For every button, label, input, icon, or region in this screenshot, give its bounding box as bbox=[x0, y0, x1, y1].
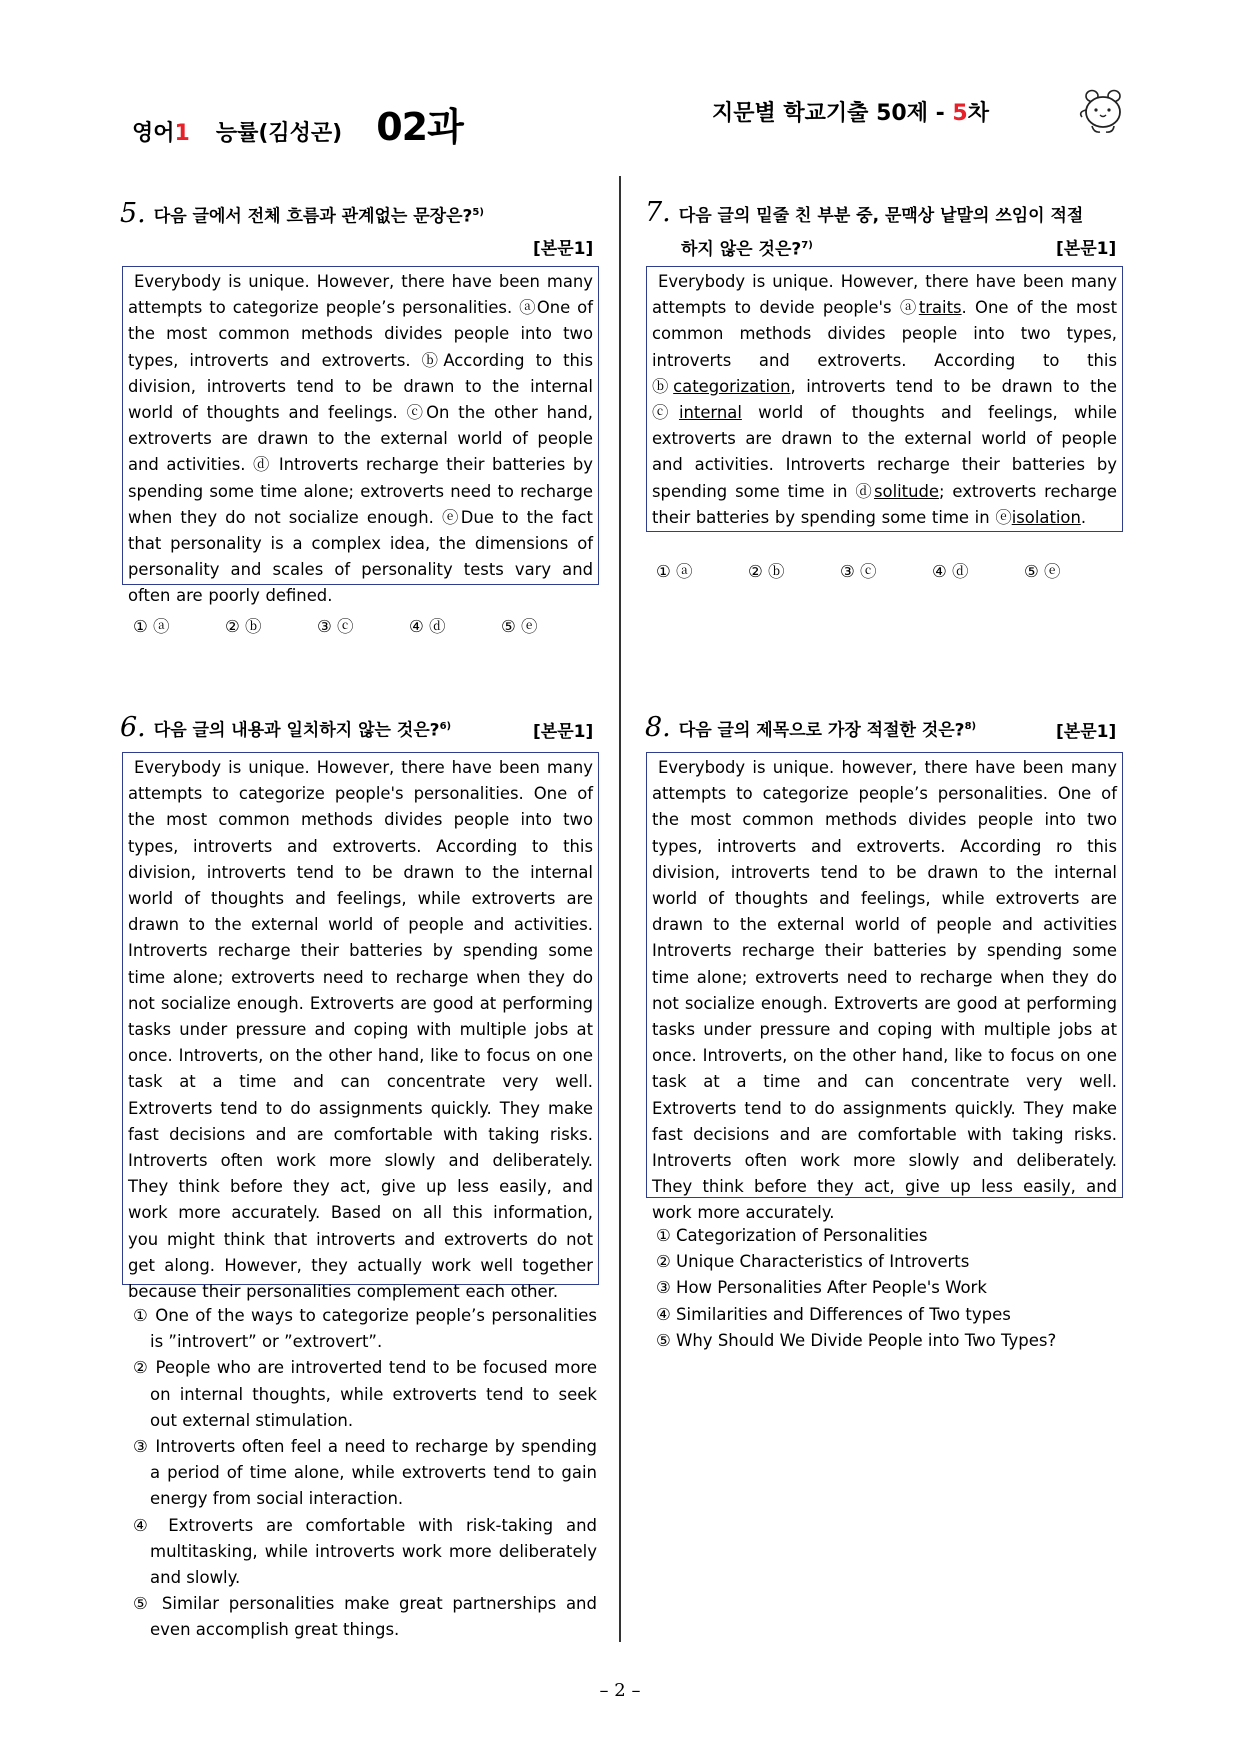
subject-number: 1 bbox=[174, 121, 190, 146]
q6-passage: Everybody is unique. However, there have been many attempts to categorize people's personalities. One of the most common methods divides people into two types, introverts and extroverts. According to this division, introverts tend to be drawn to the internal world of thoughts and feelings, while extroverts are drawn to the external world of people and activities. Introverts recharge their batteries by spending some time alone; extroverts need to recharge when they do not socialize enough. Extroverts are good at performing tasks under pressure and coping with multiple jobs at once. Introverts, on the other hand, like to focus on one task at a time and can concentrate very well. Extroverts tend to do assignments quickly. They make fast decisions and are comfortable with taking risks. Introverts often work more slowly and deliberately. They think before they act, give up less easily, and work more accurately. Based on all this information, you might think that introverts and extroverts do not get along. However, they actually work well together because their personalities complement each other. bbox=[128, 758, 593, 1302]
series-title: 지문별 학교기출 50제 - bbox=[712, 101, 953, 126]
q7-number: 7. bbox=[645, 197, 671, 228]
q7-passage: Everybody is unique. However, there have been many attempts to devide people's ⓐtraits. One of the most common methods divides people into two types, introverts and extroverts. According to this ⓑcategorization, introverts tend to be drawn to the ⓒinternal world of thoughts and feelings, while extroverts are drawn to the external world of people and activities. Introverts recharge their batteries by spending some time in ⓓsolitude; extroverts recharge their batteries by spending some time in ⓔisolation. bbox=[652, 272, 1117, 527]
q8-passage: Everybody is unique. however, there have been many attempts to categorize people’s personalities. One of the most common methods divides people into two types, introverts and extroverts. According ro this division, introverts tend to be drawn to the internal world of thoughts and feelings, while extroverts are drawn to the external world of people and activities Introverts recharge their batteries by spending some time alone; extroverts need to recharge when they do not socialize enough. Extroverts are good at performing tasks under pressure and coping with multiple jobs at once. Introverts, on the other hand, like to focus on one task at a time and can concentrate very well. Extroverts tend to do assignments quickly. They make fast decisions and are comfortable with taking risks. Introverts often work more slowly and deliberately. They think before they act, give up less easily, and work more accurately. bbox=[652, 758, 1117, 1223]
q8-choice[interactable]: ⑤ Why Should We Divide People into Two Types? bbox=[656, 1330, 1057, 1350]
q7-prompt-line2: 하지 않은 것은?$^{7)}$ bbox=[681, 239, 813, 260]
page-number: – 2 – bbox=[599, 1680, 641, 1701]
q7-passage-box bbox=[646, 266, 1123, 532]
q5-tag: [본문1] bbox=[533, 239, 594, 259]
q6-choice[interactable]: ⑤ Similar personalities make great partnerships and even accomplish great things. bbox=[133, 1594, 597, 1640]
q7-choice[interactable]: ④ ⓓ bbox=[932, 562, 969, 581]
q5-choice[interactable]: ② ⓑ bbox=[225, 617, 262, 636]
q8-choice[interactable]: ④ Similarities and Differences of Two types bbox=[656, 1304, 1011, 1324]
q7-choice[interactable]: ⑤ ⓔ bbox=[1024, 562, 1061, 581]
q7-tag: [본문1] bbox=[1056, 239, 1117, 259]
q8-footnote: 8) bbox=[964, 721, 977, 732]
q6-choice[interactable]: ④ Extroverts are comfortable with risk-taking and multitasking, while introverts work more deliberately and slowly. bbox=[133, 1515, 597, 1588]
q6-footnote: 6) bbox=[439, 721, 452, 732]
q8-header bbox=[645, 710, 976, 748]
q5-passage: Everybody is unique. However, there have been many attempts to categorize people’s personalities. ⓐOne of the most common methods divides people into two types, introverts and extroverts. ⓑAccording to this division, introverts tend to be drawn to the internal world of thoughts and feelings. ⓒOn the other hand, extroverts are drawn to the external world of people and activities. ⓓ Introverts recharge their batteries by spending some time alone; extroverts need to recharge when they do not socialize enough. ⓔDue to the fact that personality is a complex idea, the dimensions of personality and scales of personality tests vary and often are poorly defined. bbox=[128, 272, 593, 606]
q7-header bbox=[645, 196, 1125, 267]
q8-tag: [본문1] bbox=[1056, 722, 1117, 742]
lesson-title: 02과 bbox=[376, 105, 463, 149]
q5-choice[interactable]: ④ ⓓ bbox=[409, 617, 446, 636]
textbook: 능률(김성곤) bbox=[215, 121, 343, 146]
q5-choice[interactable]: ③ ⓒ bbox=[317, 617, 354, 636]
q7-choice[interactable]: ① ⓐ bbox=[656, 562, 693, 581]
q6-number: 6. bbox=[120, 711, 146, 743]
q5-choice[interactable]: ① ⓐ bbox=[133, 617, 170, 636]
q8-number: 8. bbox=[645, 711, 671, 743]
q6-choice[interactable]: ① One of the ways to categorize people’s personalities is ”introvert” or ”extrovert”. bbox=[133, 1306, 597, 1352]
q7-footnote: 7) bbox=[801, 240, 813, 251]
q8-choices bbox=[656, 1223, 1126, 1354]
q8-choice[interactable]: ① Categorization of Personalities bbox=[656, 1226, 928, 1245]
q6-passage-box bbox=[122, 752, 599, 1302]
q6-choices bbox=[133, 1303, 597, 1644]
column-divider bbox=[619, 176, 621, 1642]
q7-choice[interactable]: ② ⓑ bbox=[748, 562, 785, 581]
header-right bbox=[712, 96, 989, 136]
q8-choice[interactable]: ③ How Personalities After People's Work bbox=[656, 1278, 987, 1298]
q8-prompt: 다음 글의 제목으로 가장 적절한 것은? bbox=[678, 720, 965, 741]
subject: 영어 bbox=[132, 121, 175, 146]
bear-mascot-icon bbox=[1076, 86, 1128, 136]
q5-choice[interactable]: ⑤ ⓔ bbox=[501, 617, 538, 636]
q5-prompt: 다음 글에서 전체 흐름과 관계없는 문장은? bbox=[153, 206, 473, 227]
round-suffix: 차 bbox=[967, 101, 989, 126]
q5-footnote: 5) bbox=[472, 207, 484, 218]
q6-choice[interactable]: ③ Introverts often feel a need to recharge by spending a period of time alone, while extroverts tend to gain energy from social interaction. bbox=[133, 1437, 597, 1509]
header-left bbox=[132, 96, 463, 149]
q7-prompt-line1: 7. 다음 글의 밑줄 친 부분 중, 문맥상 낱말의 쓰임이 적절 bbox=[645, 197, 1084, 228]
q8-passage-box bbox=[646, 752, 1123, 1223]
q7-choice[interactable]: ③ ⓒ bbox=[840, 562, 877, 581]
q5-header bbox=[120, 196, 484, 234]
q6-prompt: 다음 글의 내용과 일치하지 않는 것은? bbox=[153, 720, 440, 741]
q8-choice[interactable]: ② Unique Characteristics of Introverts bbox=[656, 1252, 970, 1272]
q5-passage-box bbox=[122, 266, 599, 606]
round-number: 5 bbox=[952, 101, 968, 126]
q7-choices bbox=[656, 558, 1116, 582]
q5-choices bbox=[133, 613, 593, 637]
q6-header bbox=[120, 710, 451, 748]
q5-number: 5. bbox=[120, 197, 146, 229]
q6-choice[interactable]: ② People who are introverted tend to be focused more on internal thoughts, while extroverts tend to seek out external stimulation. bbox=[133, 1358, 597, 1430]
q6-tag: [본문1] bbox=[533, 722, 594, 742]
